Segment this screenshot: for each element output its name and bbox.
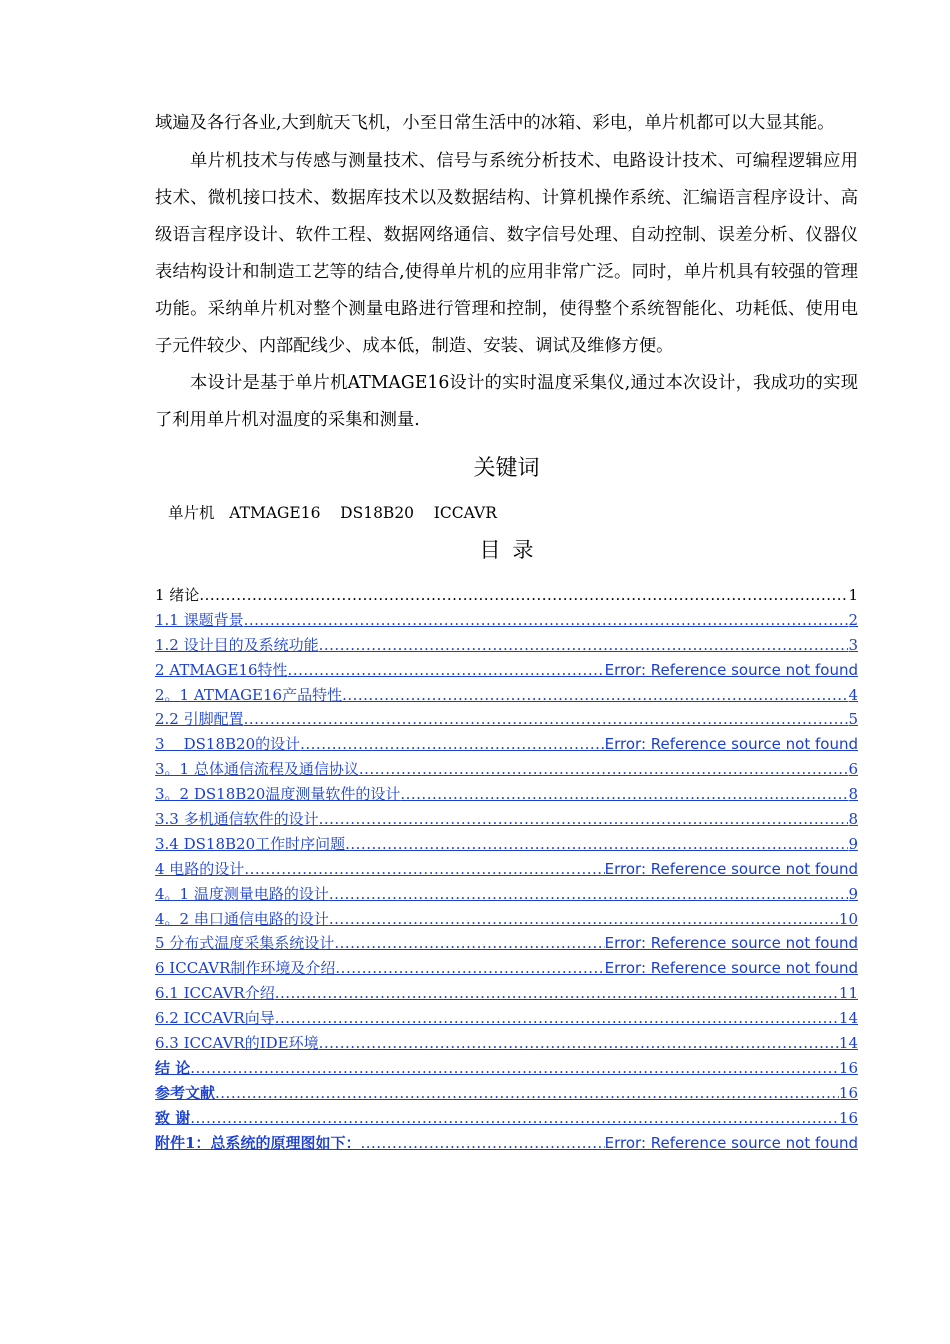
toc-entry-title: 结 论 [155,1058,191,1077]
toc-leader-dots [400,782,848,807]
toc-leader-dots [244,608,849,633]
toc-entry-page: Error: Reference source not found [604,735,858,754]
toc-entry-page: 16 [838,1108,858,1127]
toc-entry-title: 致 谢 [155,1108,191,1127]
toc-entry-page: 16 [838,1058,858,1077]
toc-entry[interactable] [155,1031,858,1056]
toc-leader-dots [335,956,604,981]
toc-entry-title: 附件1：总系统的原理图如下： [155,1133,361,1152]
toc-entry-page: 4 [848,685,858,704]
toc-entry[interactable] [155,583,858,608]
toc-entry[interactable] [155,1006,858,1031]
toc-entry[interactable] [155,931,858,956]
toc-entry-page: Error: Reference source not found [604,859,858,878]
toc-leader-dots [190,1106,839,1131]
table-of-contents [155,583,858,1155]
toc-leader-dots [288,658,605,683]
toc-entry-page: 5 [848,710,858,729]
toc-entry[interactable] [155,1081,858,1106]
toc-entry-page: 14 [838,1009,858,1028]
toc-entry-title: 4。2 串口通信电路的设计 [155,909,329,928]
toc-leader-dots [319,1031,839,1056]
toc-entry[interactable] [155,608,858,633]
toc-entry-page: 14 [838,1034,858,1053]
keywords-list: 单片机 ATMAGE16 DS18B20 ICCAVR [168,504,497,522]
toc-entry-title: 2 ATMAGE16特性 [155,660,288,679]
toc-entry-title: 4。1 温度测量电路的设计 [155,884,329,903]
toc-entry-page: 3 [848,635,858,654]
toc-leader-dots [199,583,848,608]
toc-leader-dots [329,907,839,932]
toc-heading: 目录 [479,538,546,562]
toc-leader-dots [329,882,849,907]
toc-entry-title: 2。1 ATMAGE16产品特性 [155,685,343,704]
toc-entry[interactable] [155,857,858,882]
toc-entry[interactable] [155,1056,858,1081]
toc-entry-title: 3.3 多机通信软件的设计 [155,810,319,829]
toc-entry-page: 8 [848,785,858,804]
toc-leader-dots [244,707,849,732]
toc-entry-page: Error: Reference source not found [604,959,858,978]
toc-entry-title: 4 电路的设计 [155,859,245,878]
toc-entry-page: 1 [848,586,858,604]
toc-entry-page: 6 [848,760,858,779]
toc-entry-title: 6.1 ICCAVR介绍 [155,984,275,1003]
toc-leader-dots [345,832,848,857]
toc-leader-dots [319,807,849,832]
toc-entry-title: 6.3 ICCAVR的IDE环境 [155,1034,319,1053]
document-page [155,108,858,1155]
toc-entry-title: 参考文献 [155,1083,216,1102]
toc-leader-dots [300,732,605,757]
toc-entry[interactable] [155,732,858,757]
toc-entry-title: 5 分布式温度采集系统设计 [155,934,335,953]
toc-entry[interactable] [155,1131,858,1156]
toc-entry-page: 9 [848,884,858,903]
paragraph-design: 本设计是基于单片机ATMAGE16设计的实时温度采集仪,通过本次设计，我成功的实现了利用单片机对温度的采集和测量. [155,373,858,430]
toc-entry-page: 8 [848,810,858,829]
toc-entry-page: Error: Reference source not found [604,1133,858,1152]
toc-entry-page: 10 [838,909,858,928]
toc-entry[interactable] [155,907,858,932]
toc-entry-title: 1.1 课题背景 [155,610,244,629]
toc-leader-dots [275,1006,839,1031]
toc-entry[interactable] [155,807,858,832]
toc-entry[interactable] [155,782,858,807]
toc-leader-dots [359,757,849,782]
toc-leader-dots [215,1081,839,1106]
paragraph-technology: 单片机技术与传感与测量技术、信号与系统分析技术、电路设计技术、可编程逻辑应用技术、微机接口技术、数据库技术以及数据结构、计算机操作系统、汇编语言程序设计、高级语言程序设计、软件工程、数据网络通信、数字信号处理、自动控制、误差分析、仪器仪表结构设计和制造工艺等的结合,使得单片机的应用非常广泛。同时，单片机具有较强的管理功能。采纳单片机对整个测量电路进行管理和控制，使得整个系统智能化、功耗低、使用电子元件较少、内部配线少、成本低，制造、安装、调试及维修方便。 [155,151,858,356]
toc-entry-page: Error: Reference source not found [604,660,858,679]
toc-entry-title: 2.2 引脚配置 [155,710,244,729]
toc-entry-page: Error: Reference source not found [604,934,858,953]
toc-entry-title: 6.2 ICCAVR向导 [155,1009,275,1028]
toc-leader-dots [342,683,848,708]
toc-entry[interactable] [155,658,858,683]
toc-entry-title: 6 ICCAVR制作环境及介绍 [155,959,336,978]
toc-entry[interactable] [155,683,858,708]
keywords-heading: 关键词 [473,456,540,481]
toc-entry-title: 3。1 总体通信流程及通信协议 [155,760,359,779]
toc-leader-dots [190,1056,839,1081]
toc-entry[interactable] [155,882,858,907]
toc-entry-title: 3 DS18B20的设计 [155,735,301,754]
toc-leader-dots [334,931,604,956]
toc-entry[interactable] [155,633,858,658]
toc-entry[interactable] [155,707,858,732]
toc-leader-dots [360,1131,604,1156]
toc-entry-page: 11 [838,984,858,1003]
toc-entry-title: 3.4 DS18B20工作时序问题 [155,834,346,853]
toc-entry-title: 3。2 DS18B20温度测量软件的设计 [155,785,401,804]
toc-leader-dots [319,633,849,658]
toc-entry-page: 9 [848,834,858,853]
toc-entry-page: 2 [848,610,858,629]
toc-leader-dots [244,857,604,882]
toc-leader-dots [275,981,839,1006]
toc-entry[interactable] [155,1106,858,1131]
toc-entry[interactable] [155,956,858,981]
toc-entry-title: 1.2 设计目的及系统功能 [155,635,319,654]
paragraph-intro: 域遍及各行各业,大到航天飞机，小至日常生活中的冰箱、彩电，单片机都可以大显其能。 [155,113,835,133]
toc-entry-title: 1 绪论 [155,586,200,604]
toc-entry[interactable] [155,981,858,1006]
toc-entry[interactable] [155,757,858,782]
toc-entry-page: 16 [838,1083,858,1102]
toc-entry[interactable] [155,832,858,857]
